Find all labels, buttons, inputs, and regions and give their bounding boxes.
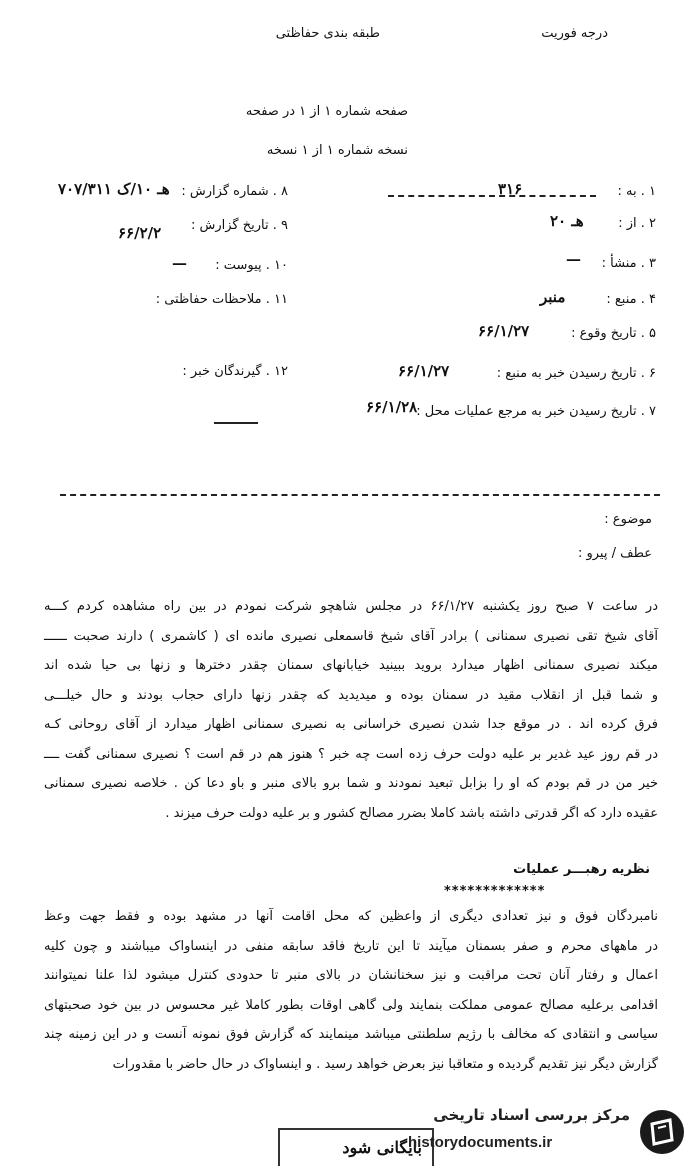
report-date-label: ۹ . تاریخ گزارش : bbox=[190, 218, 288, 233]
body-line: خیر من در قم بودم که او را بزابل تبعید نمودند و شما برو بالای منبر و باو دعا کن . خلاصه نصیری سمنانی bbox=[44, 776, 658, 791]
ops-line: نامبردگان فوق و نیز تعدادی دیگری از واعظین که محل اقامت آنها در مشهد بوده و فقط جهت وعظ bbox=[44, 909, 658, 924]
classification-label: طبقه بندی حفاظتی bbox=[275, 26, 380, 41]
ops-line: در ماههای محرم و صفر بسمنان میآیند تا این تاریخ فاقد سابقه منفی در اینساواک میباشند و چون کلیه bbox=[44, 938, 658, 954]
ops-line: سیاسی و انتقادی که مخالف با رژیم سلطنتی میباشد مینمایند که گزارش فوق نمونه آنست و در این زمینه چند bbox=[44, 1027, 658, 1042]
watermark-title: مرکز بررسی اسناد تاریخی bbox=[433, 1106, 630, 1124]
ops-line: گزارش دیگر نیز تقدیم گردیده و متعاقبا نیز بعرض خواهد رسید . و اینساواک در حال حاضر با مقدورات bbox=[112, 1056, 658, 1072]
body-line: عقیده دارد که اگر قدرتی داشته باشد کاملا بضرر مصالح کشور و بر علیه دولت حرف میزند . bbox=[165, 805, 658, 821]
received-source-label: ۶ . تاریخ رسیدن خبر به منبع : bbox=[496, 366, 656, 381]
from-value: ۲۰ هـ bbox=[550, 212, 584, 230]
source-value: منبر bbox=[540, 288, 566, 306]
source-label: ۴ . منبع : bbox=[606, 292, 656, 307]
ops-body bbox=[44, 902, 658, 1079]
archive-logo-icon bbox=[640, 1110, 684, 1154]
to-label: ۱ . به : bbox=[617, 184, 656, 199]
received-unit-label: ۷ . تاریخ رسیدن خبر به مرجع عملیات محل : bbox=[416, 404, 656, 419]
event-date-label: ۵ . تاریخ وقوع : bbox=[571, 326, 656, 341]
security-notes-label: ۱۱ . ملاحظات حفاظتی : bbox=[155, 292, 288, 307]
ops-line: اقدامی برعلیه مصالح عمومی مملکت بنمایند ولی گاهی اوقات بطور کاملا غیر محسوس در بین خود صحبتهای bbox=[44, 997, 658, 1013]
body-line: میکند نصیری سمنانی اظهار میدارد بروید ببینید خیابانهای سمنان چقدر دخترها و زنها بی حیا شده اند bbox=[44, 658, 658, 673]
body-line: در ساعت ۷ صبح روز یکشنبه ۶۶/۱/۲۷ در مجلس شاهچو شرکت نمودم در بین راه مشاهده کردم کـــه bbox=[44, 599, 658, 614]
report-date-value: ۶۶/۲/۲ bbox=[118, 224, 162, 242]
received-source-value: ۶۶/۱/۲۷ bbox=[398, 362, 450, 380]
archive-stamp-text: بایگانی شود bbox=[342, 1138, 422, 1157]
subject-label: موضوع : bbox=[604, 512, 652, 527]
origin-label: ۳ . منشأ : bbox=[601, 256, 656, 271]
body-line: فرق کرده اند . در موقع جدا شدن نصیری خراسانی به نصیری سمنانی اظهار میدارد از آقای روحانی کـه bbox=[44, 717, 658, 732]
to-dash-line bbox=[388, 195, 596, 197]
event-date-value: ۶۶/۱/۲۷ bbox=[478, 322, 530, 340]
attachment-value: — bbox=[172, 254, 187, 272]
body-line: در قم روز عید غدیر بر علیه دولت حرف زده است چه خبر ؟ هنوز هم در قم است ؟ نصیری سمنانی گفت ــــ bbox=[44, 746, 658, 762]
asterisk-line: ************* bbox=[444, 884, 546, 899]
ops-title: نظریه رهبـــر عملیات bbox=[513, 862, 650, 877]
section-separator bbox=[60, 494, 660, 496]
report-body bbox=[44, 592, 658, 828]
page-number-line: صفحه شماره ۱ از ۱ در صفحه bbox=[245, 104, 408, 119]
copy-number-line: نسخه شماره ۱ از ۱ نسخه bbox=[266, 143, 408, 158]
received-unit-value: ۶۶/۱/۲۸ bbox=[366, 398, 418, 416]
report-number-value: ۷۰۷/۳۱۱ هـ ۱۰/ک bbox=[58, 180, 170, 198]
report-number-label: ۸ . شماره گزارش : bbox=[181, 184, 288, 199]
priority-label: درجه فوریت bbox=[541, 26, 608, 41]
watermark-url: historydocuments.ir bbox=[408, 1134, 553, 1151]
body-line: آقای شیخ تقی نصیری سمنانی ) برادر آقای شیخ قاسمعلی نصیری مانده ای ( کاشمری ) دارند صحبت ــــــ bbox=[44, 628, 658, 644]
to-value: ۳۱۶ bbox=[498, 180, 523, 198]
origin-value: — bbox=[566, 250, 581, 268]
recipients-underline bbox=[214, 422, 258, 424]
body-line: و شما قبل از انقلاب مقید در سمنان بوده و میدیدید که چقدر زنها دارای حجاب بودند و حال خیلـــی bbox=[44, 687, 658, 703]
attachment-label: ۱۰ . پیوست : bbox=[215, 258, 288, 273]
ops-line: اعمال و رفتار آنان تحت مراقبت و نیز سخنانشان در بالای منبر تا حدودی کنترل میشود لذا علنا نمیتوانند bbox=[44, 968, 658, 983]
followup-label: عطف / پیرو : bbox=[577, 546, 652, 561]
from-label: ۲ . از : bbox=[618, 216, 656, 231]
recipients-label: ۱۲ . گیرندگان خبر : bbox=[182, 364, 288, 379]
